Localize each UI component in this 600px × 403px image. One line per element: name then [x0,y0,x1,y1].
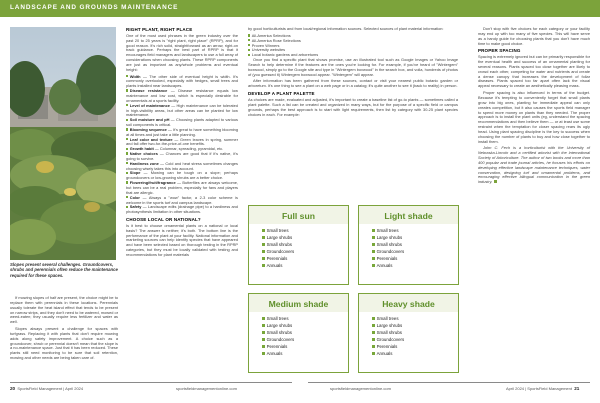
item-term: Slope [129,170,141,176]
list-item: Small shrubs [372,241,458,248]
heading-plant-palette: DEVELOP A PLANT PALETTE [248,91,315,97]
footer-url-right[interactable]: sportsfieldmanagementonline.com [330,386,391,391]
item-text: Butterflies are always welcome, but bees can be a real problem, especially for fans and players that are allergic. [126,180,238,195]
item-term: Color [129,194,140,200]
item-term: Hardiness zone [129,160,159,166]
item-text: Columnar, spreading, pyramidal, etc. [159,146,224,152]
item-term: Growth habit [129,146,154,152]
list-item: Small shrubs [262,241,348,248]
source-text: University websites [251,47,286,53]
item-term: Soil moisture and pH [129,117,170,123]
list-item: Groundcovers [262,336,348,343]
list-item: Level of maintenance — High maintenance can be tolerated in high-visibility areas, but other areas can be planted for low maintenance. [126,102,238,118]
magazine-name: SportsField Management [17,386,63,391]
paragraph: Don't stop with five choices for each category or your facility may end up with too many of five species. This will have serve as a handy guide for choosing plants that you don't have much time to make good choice. [478,26,590,46]
list-item: Hardiness zone — Cold and heat stress sometimes changes choosing wisely takes this into account. [126,160,238,171]
bullet-icon [126,206,128,208]
list-item: Color — Always a "wow" factor, a 2-3 color scheme is welcome in the sports turf and campus landscape. [126,194,238,205]
item-text: High maintenance can be tolerated in high-visibility areas, but other areas can be planted for low maintenance. [126,102,238,118]
list-item: Width — The other side of eventual height is width. It's commonly overlooked, especially with hedges, small trees and plants installed near landscapes. [126,73,238,89]
column-1-text [10,296,118,363]
bullet-icon [126,196,128,198]
paragraph: Once you find a specific plant that shows promise, use an illustrated tool such as Google Images or Yahoo Image Search to help determine if the features are the ones you're looking for. For example, if you've heard of "Wintergem" boxwood, simply go to the Google site and type in "Wintergem boxwood" in the search box, and voila, hundreds of photos of (you guessed it) Wintergem boxwood appear. "Wintergem" will appear. [248,57,458,77]
bullet-icon [126,119,128,121]
footer-right: April 2024 | SportsField Management 21 [506,386,580,391]
item-text: The other side of eventual height is width. It's commonly overlooked, especially with hedges, small trees and plants installed near landscapes. [126,73,238,89]
list-item: Small trees [262,315,348,322]
zone-list [372,227,458,269]
zone-box-light-shade [358,205,459,285]
paragraph: Proper spacing is also influenced in terms of the budget. Because it's tempting to conveniently forget that small plants grow into big ones, planting for immediate appeal can only creates competition, but it also causes the sports field manager to spend more money on plants than they needed. The proper approach is to install the plant units (eg, understand the spacing recommendations and then believe them — or at least use some restraint when the temptation for closer spacing rears its ugly head. Using plant spacing discipline is the key to success when choosing the number of plants to buy and how close together to install them. [478,90,590,144]
bullet-icon [126,162,128,164]
end-mark-icon [494,180,497,183]
source-text: Local botanic gardens and arboretums [251,52,319,58]
paragraph: After information has been gathered from these sources, contact or visit your nearest public botanic garden or arboretum. It's one thing to see a plant on a web page or in a catalog; it's quite another to see it (back to reality) in person. [248,78,458,89]
list-item: Perennials [372,343,458,350]
bullet-icon [126,148,128,150]
paragraph: Spacing is extremely ignored but can be primarily responsible for the eventual health and success of an ornamental planting for several reasons. Plants spaced too close together are likely to crowd each other, competing for water and nutrients and create a dense canopy that increases the development of foliar diseases. Plants spaced too far apart often lack the visual appeal necessary to create an aesthetically pleasing mass. [478,54,590,89]
list-item: Annuals [372,262,458,269]
bullet-icon [248,39,250,41]
list-item: Annuals [262,350,348,357]
heading-local-national: CHOOSE LOCAL OR NATIONAL? [126,217,201,223]
list-item: Annuals [262,262,348,269]
issue-date: April 2024 [506,386,525,391]
zone-title: Full sun [249,206,348,224]
list-item: Groundcovers [372,336,458,343]
source-text: All-America Rose Selections [251,37,301,43]
heading-right-plant: RIGHT PLANT, RIGHT PLACE [126,27,193,32]
item-term: Flowering/fruit/fragrance [129,180,176,186]
list-item: Soil moisture and pH — Choosing plants adapted to various soil components is critical. [126,117,238,128]
source-text: All-America Selections [251,32,291,38]
footer-rule-right [308,382,590,383]
list-item: Perennials [372,255,458,262]
bullet-icon [126,181,128,183]
item-term: Blooming sequence [129,126,167,132]
magazine-name: SportsField Management [527,386,572,391]
heading-proper-spacing: PROPER SPACING [478,48,521,54]
list-item: Small trees [372,227,458,234]
bullet-icon [248,34,250,36]
column-4 [478,27,590,187]
list-item: Slope — Mowing can be tough on a slope; perhaps groundcovers or low-growing shrubs are a better choice. [126,170,238,181]
zone-list [262,315,348,357]
bullet-icon [126,75,128,77]
zone-list [372,315,458,357]
item-term: Native choices [129,151,158,157]
bullet-icon [126,104,128,106]
item-text: Disease resistance equals low maintenance and low cost, which is especially desirable for ornamentals at a sports facility. [126,88,238,103]
list-item: Annuals [372,350,458,357]
list-item: Blooming sequence — It's great to have something blooming at all times and just take a little planning. [126,126,238,137]
landscape-photo [10,27,116,260]
item-text: Cold and heat stress sometimes changes choosing wisely takes this into account. [126,160,238,171]
list-item: Groundcovers [372,248,458,255]
paragraph: Is it best to choose ornamental plants on a national or local basis? The answer is neither; it's both. The bottom line is the performance of the plant at your facility. National information and marketing sources can help identify species that have appeared and have been selected based on thorough testing in the RPRP categories, but they must be locally validated with testing and recommendations for plant materials [126,222,238,257]
author-bio [478,146,590,185]
zone-list [262,227,348,269]
item-text: Mowing can be tough on a slope; perhaps groundcovers or low-growing shrubs are a better choice. [126,170,238,181]
list-item: Small trees [262,227,348,234]
column-2 [126,27,238,260]
list-item: Large shrubs [262,322,348,329]
list-item: Small shrubs [262,329,348,336]
zone-title: Heavy shade [359,294,458,312]
list-item: Flowering/fruit/fragrance — Butterflies are always welcome, but bees can be a real problem, especially for fans and players that are allergic. [126,180,238,195]
zone-title: Medium shade [249,294,348,312]
list-item: Perennials [262,255,348,262]
item-term: Leaf color and texture [129,136,173,142]
list-item: Growth habit — Columnar, spreading, pyramidal, etc. [126,147,238,152]
bullet-icon [126,89,128,91]
bullet-icon [126,128,128,130]
footer-rule-left [10,382,292,383]
photo-caption: Slopes present several challenges. Groundcovers, shrubs and perennials often reduce the maintenance required for these spaces. [10,262,118,278]
plant-palette-grid [248,205,459,373]
issue-date: April 2024 [65,386,84,391]
list-item: Large shrubs [372,322,458,329]
bullet-icon [126,152,128,154]
list-item: Large shrubs [262,234,348,241]
page-number: 20 [10,386,16,391]
footer-left: 20 SportsField Management | April 2024 [10,386,84,391]
zone-title: Light shade [359,206,458,224]
list-item: Disease resistance — Disease resistance equals low maintenance and low cost, which is especially desirable for ornamentals at a sports facility. [126,88,238,103]
item-text: Green leaves in spring, summer and fall offer two-for-the-price-of-one benefits. [126,136,238,147]
bullet-icon [126,138,128,140]
bullet-icon [126,172,128,174]
paragraph: by good horticulturists and from local/regional information sources. Selected sources of plant material information: [248,26,444,31]
item-term: Level of maintenance [129,102,170,108]
list-item: Leaf color and texture — Green leaves in spring, summer and fall offer two-for-the-price-of-one benefits. [126,136,238,147]
zone-box-medium-shade [248,293,349,373]
item-text: Landscape edits (drainage pipe) to a hardiness and photosynthesis limitation in other situations. [126,204,238,215]
list-item: Large shrubs [372,234,458,241]
section-title: LANDSCAPE AND GROUNDS MAINTENANCE [10,4,179,11]
list-item: Perennials [262,343,348,350]
list-item: Small shrubs [372,329,458,336]
item-text: It's great to have something blooming at all times and just take a little planning. [126,126,238,137]
item-term: Safety [129,204,142,210]
footer-url-left[interactable]: sportsfieldmanagementonline.com [176,386,237,391]
bullet-icon [248,49,250,51]
item-text: Choosing plants adapted to various soil components is critical. [126,117,238,128]
paragraph: As choices are made, evaluated and adjusted, it's important to create a baseline list of go-to plants — sometimes called a plant palette. Such a list can be created and organized in many ways, but for the purpose of a specific field or campus grounds, perhaps the best approach is to start with light requirements, then list by category with 30-25 plant species choices in each. For example: [248,96,458,117]
zone-box-heavy-shade [358,293,459,373]
bio-text: John C. Fech is a horticulturist with the University of Nebraska-Lincoln and a certified arborist with the International Society of Arboriculture. The author of two books and more than 400 popular and trade journal articles, he focuses his efforts on developing effective landscape maintenance techniques, water conservation, designing turf and ornamental problems, and encouraging effective bilingual communication in the green industry. [478,145,590,185]
paragraph: If mowing slopes of half are present, the choice might be to replace them with perennials in these locations. Perennials usually tolerate the heat island effect that tends to be present on narrow strips, and they don't need to be watered, mowed or weed-eaten; they usually require less fertilizer and water as well. [10,295,118,325]
zone-box-full-sun [248,205,349,285]
item-text: Chances are good that if it's native, it's going to survive. [126,151,238,161]
list-item: Native choices — Chances are good that if it's native, it's going to survive. [126,151,238,161]
page-number: 21 [574,386,580,391]
sources-list [248,34,458,58]
item-text: Always a "wow" factor, a 2-3 color scheme is welcome in the sports turf and campus landscape. [126,194,238,205]
item-term: Width [129,73,141,79]
bullet-icon [248,54,250,56]
list-item: Safety — Landscape edits (drainage pipe) to a hardiness and photosynthesis limitation in other situations. [126,204,238,215]
list-item: Small trees [372,315,458,322]
paragraph: One of the most used phrases in the green industry over the past 20 to 25 years is "right plant, right place" (RPRP), and for good reason. It's rich solid, straightforward as an arrow, right-on track guidance. Perhaps the best part of RPRP is that it encourages field managers and landscapers to use a full array of considerations when choosing plants. These RPRP components are just as important as any/whole problems and eventual height: [126,32,238,72]
rprp-list [126,75,238,215]
bullet-icon [248,44,250,46]
list-item: Groundcovers [262,248,348,255]
item-term: Disease resistance [129,88,168,94]
column-3 [248,27,458,119]
source-text: Proven Winners [251,42,280,48]
paragraph: Slopes always present a challenge for spaces with turfgrass. Replacing it with plants that don't require mowing adds along safety improvement. A choice such as a groundcover, shrub or perennial doesn't mean that the slope is a no-maintenance space. Just that it has been reduced. These plants still need monitoring to be sure that soil retention, mowing and other needs are being taken care of. [10,326,118,361]
